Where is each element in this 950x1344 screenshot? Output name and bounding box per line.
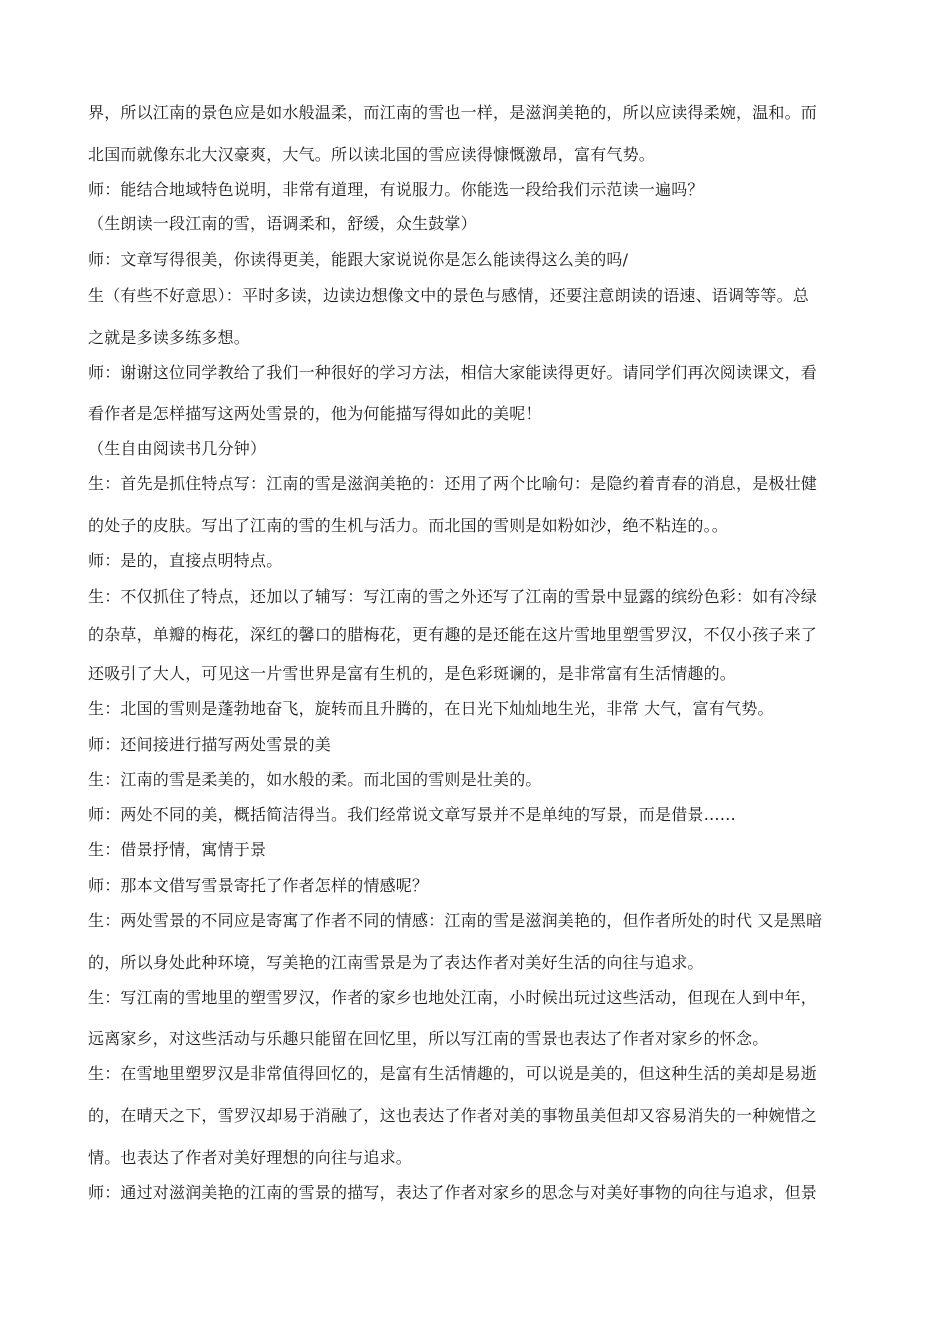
- text-line: 生：不仅抓住了特点，还加以了辅写：写江南的雪之外还写了江南的雪景中显露的缤纷色彩：如有冷绿: [88, 587, 818, 606]
- text-line: 生：两处雪景的不同应是寄寓了作者不同的情感：江南的雪是滋润美艳的，但作者所处的时代 又是黑暗: [88, 911, 823, 930]
- text-line: 的，在晴天之下，雪罗汉却易于消融了，这也表达了作者对美的事物虽美但却又容易消失的一种婉惜之: [88, 1106, 818, 1125]
- text-line: 的杂草，单瓣的梅花，深红的馨口的腊梅花，更有趣的是还能在这片雪地里塑雪罗汉，不仅小孩子来了: [88, 625, 818, 644]
- text-line: 生：在雪地里塑罗汉是非常值得回忆的，是富有生活情趣的，可以说是美的，但这种生活的美却是易逝: [88, 1064, 818, 1083]
- text-line: 北国而就像东北大汉豪爽，大气。所以读北国的雪应读得慷慨激昂，富有气势。: [88, 145, 656, 164]
- text-line: （生自由阅读书几分钟）: [88, 439, 267, 458]
- text-line: 还吸引了大人，可见这一片雪世界是富有生机的，是色彩斑谰的，是非常富有生活情趣的。: [88, 664, 737, 683]
- text-line: 界，所以江南的景色应是如水般温柔，而江南的雪也一样，是滋润美艳的，所以应读得柔婉，温和。而: [88, 103, 818, 122]
- text-line: 生：写江南的雪地里的塑雪罗汉，作者的家乡也地处江南，小时候出玩过这些活动，但现在人到中年，: [88, 988, 818, 1007]
- text-line: 生：江南的雪是柔美的，如水般的柔。而北国的雪则是壮美的。: [88, 770, 542, 789]
- text-line: 看作者是怎样描写这两处雪景的，他为何能描写得如此的美呢！: [88, 404, 542, 423]
- text-line: 师：两处不同的美，概括简洁得当。我们经常说文章写景并不是单纯的写景，而是借景……: [88, 805, 737, 824]
- text-line: 师：通过对滋润美艳的江南的雪景的描写，表达了作者对家乡的思念与对美好事物的向往与追求，但景: [88, 1183, 818, 1202]
- text-line: 生：借景抒情，寓情于景: [88, 840, 267, 859]
- text-line: 师：谢谢这位同学教给了我们一种很好的学习方法，相信大家能读得更好。请同学们再次阅读课文，看: [88, 363, 818, 382]
- text-line: 之就是多读多练多想。: [88, 328, 251, 347]
- text-line: 师：那本文借写雪景寄托了作者怎样的情感呢？: [88, 876, 429, 895]
- text-line: （生朗读一段江南的雪，语调柔和，舒缓，众生鼓掌）: [88, 214, 477, 233]
- text-line: 生：北国的雪则是蓬勃地奋飞，旋转而且升腾的，在日光下灿灿地生光，非常 大气，富有气势。: [88, 699, 774, 718]
- text-line: 的，所以身处此种环境，写美艳的江南雪景是为了表达作者对美好生活的向往与追求。: [88, 953, 704, 972]
- text-line: 情。也表达了作者对美好理想的向往与追求。: [88, 1148, 413, 1167]
- text-line: 生（有些不好意思）：平时多读，边读边想像文中的景色与感情，还要注意朗读的语速、语调等等。总: [88, 286, 810, 305]
- text-line: 的处子的皮肤。写出了江南的雪的生机与活力。而北国的雪则是如粉如沙，绝不粘连的。。: [88, 516, 729, 535]
- text-line: 师：还间接进行描写两处雪景的美: [88, 735, 332, 754]
- text-line: 远离家乡，对这些活动与乐趣只能留在回忆里，所以写江南的雪景也表达了作者对家乡的怀念。: [88, 1029, 769, 1048]
- text-line: 生：首先是抓住特点写：江南的雪是滋润美艳的：还用了两个比喻句：是隐约着青春的消息，是极壮健: [88, 474, 818, 493]
- text-line: 师：文章写得很美，你读得更美，能跟大家说说你是怎么能读得这么美的吗/: [88, 250, 629, 269]
- text-line: 师：是的，直接点明特点。: [88, 551, 283, 570]
- text-line: 师：能结合地域特色说明，非常有道理，有说服力。你能选一段给我们示范读一遍吗？: [88, 180, 704, 199]
